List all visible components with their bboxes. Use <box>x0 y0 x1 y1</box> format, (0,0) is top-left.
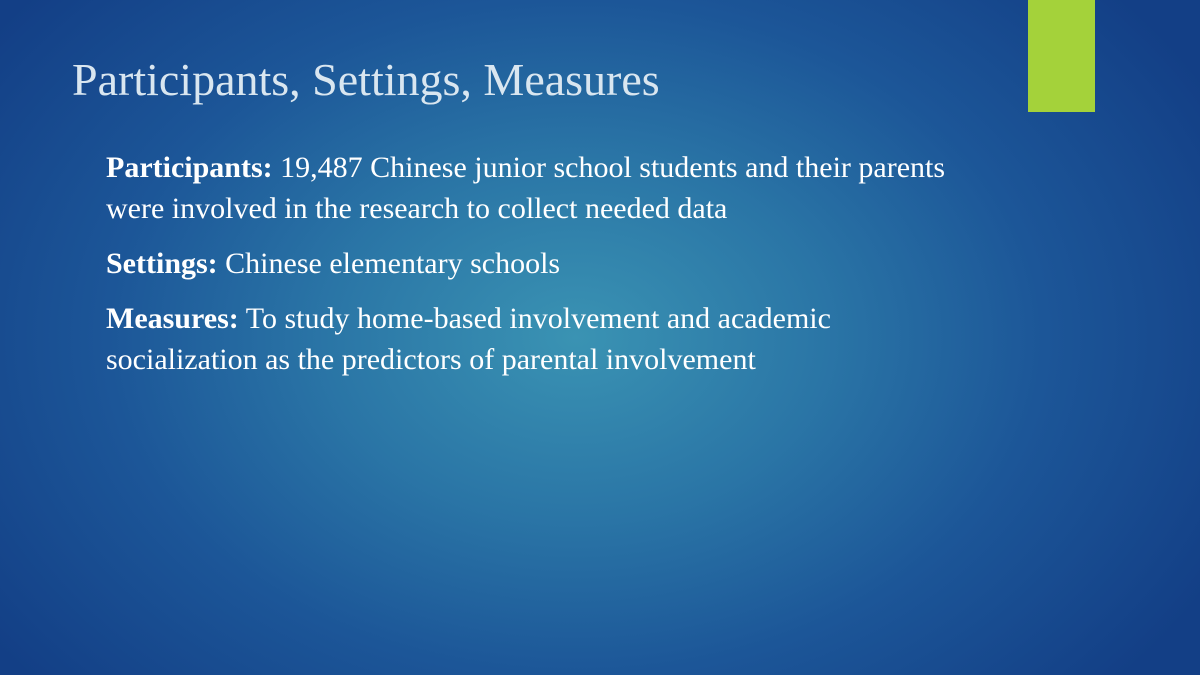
bullet-text-measures: To study home-based involvement and academic socialization as the predictors of parental involvement <box>106 302 831 376</box>
slide-content <box>106 147 986 394</box>
bullet-participants <box>106 147 986 229</box>
bullet-text-settings: Chinese elementary schools <box>217 247 561 280</box>
bullet-label-measures: Measures: <box>106 302 239 335</box>
slide-title: Participants, Settings, Measures <box>72 54 660 105</box>
bullet-text-participants: 19,487 Chinese junior school students and their parents were involved in the research to collect needed data <box>106 151 946 225</box>
accent-bar <box>1028 0 1095 112</box>
bullet-label-settings: Settings: <box>106 247 218 280</box>
bullet-settings <box>106 243 986 284</box>
bullet-label-participants: Participants: <box>106 151 273 184</box>
bullet-measures <box>106 298 986 380</box>
